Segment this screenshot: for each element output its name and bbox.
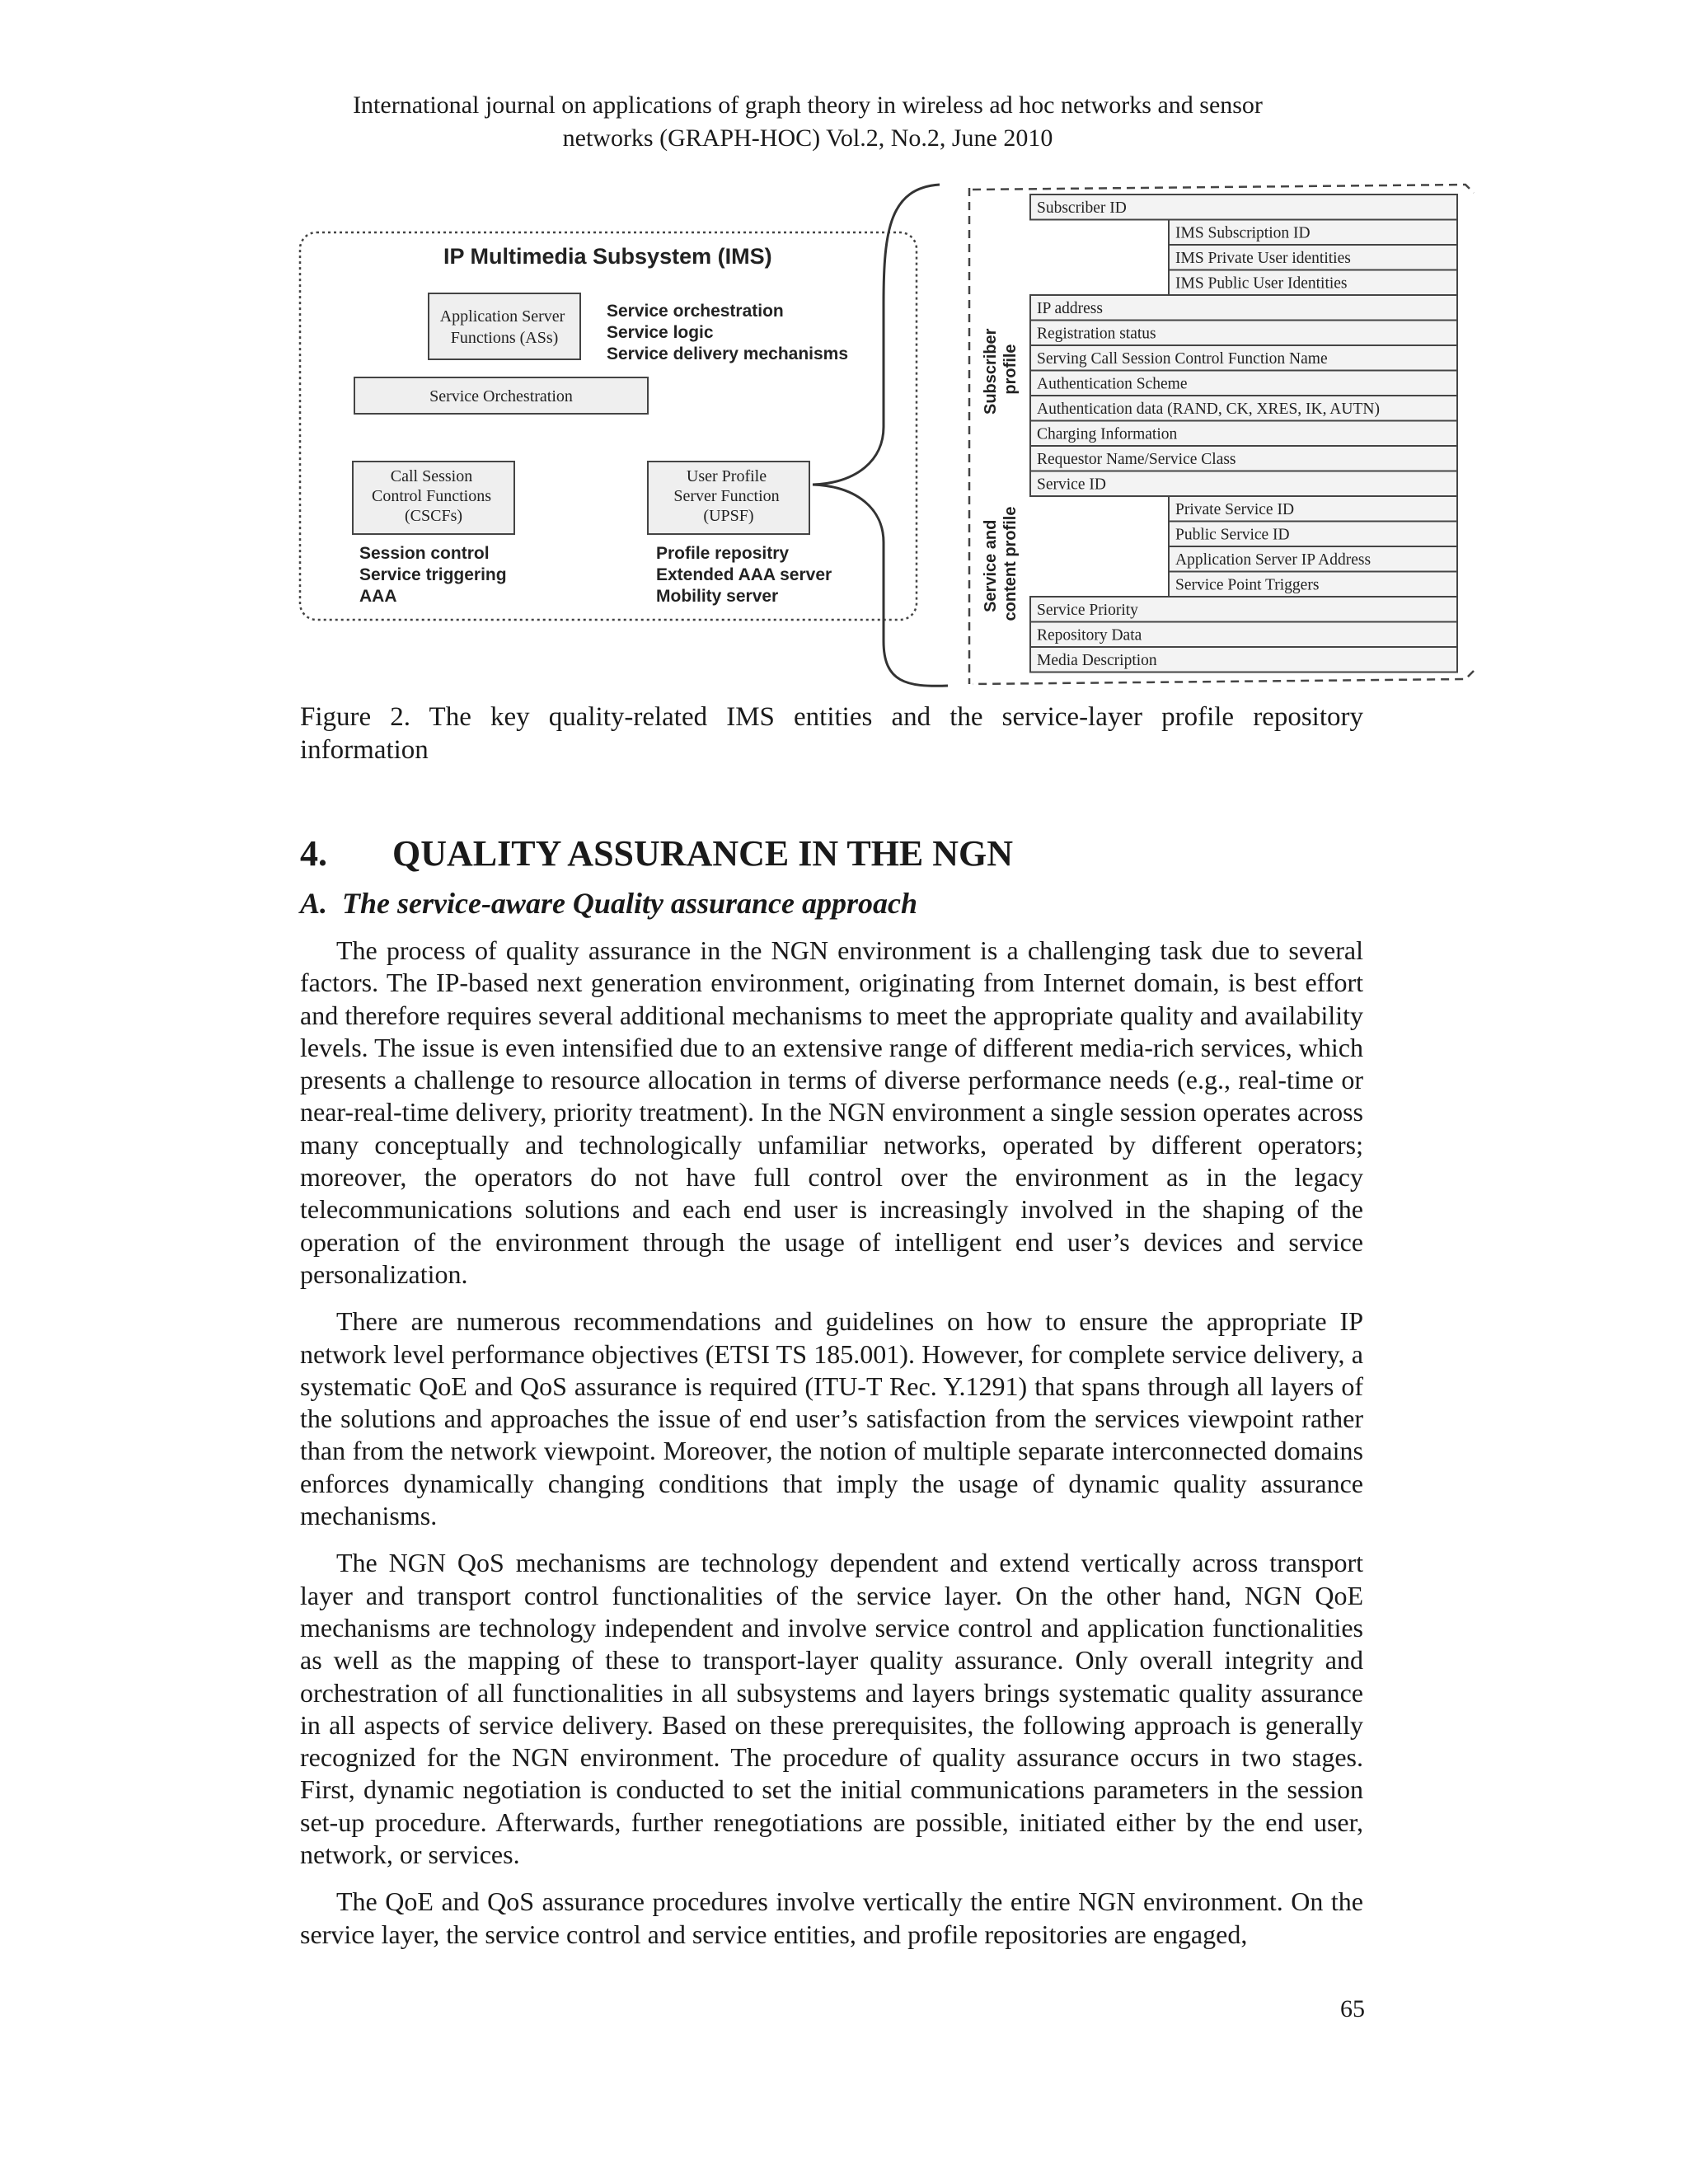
profile-brace (813, 185, 948, 686)
paragraph: The process of quality assurance in the NGN environment is a challenging task due to several factors. The IP-based next generation environment, originating from Internet domain, is best effort and therefore requires several additional mechanisms to meet the appropriate quality and availability levels. The issue is even intensified due to an extensive range of different media-rich services, which presents a challenge to resource allocation in terms of diverse performance needs (e.g., real-time or near-real-time delivery, priority treatment). In the NGN environment a single session operates across many conceptually and technologically unfamiliar networks, operated by different operators; moreover, the operators do not have full control over the environment as in the legacy telecommunications solutions and each end user is increasingly involved in the shaping of the operation of the environment through the usage of intelligent end user’s devices and service personalization. (300, 935, 1363, 1289)
as-box (429, 293, 580, 359)
subsection-heading (300, 883, 1454, 923)
cscf-box-line: Control Functions (371, 487, 492, 505)
profile-table (1030, 194, 1457, 673)
subscriber-profile-label: profile (1001, 344, 1020, 395)
profile-row-label: IMS Private User identities (1175, 250, 1351, 267)
body-text (300, 935, 1363, 1966)
running-head-line-1: International journal on applications of graph theory in wireless ad hoc networks and sensor (353, 91, 1263, 119)
profile-row-label: Service ID (1037, 476, 1106, 494)
upsf-box-line: (UPSF) (703, 507, 754, 525)
cscf-box-line: Call Session (390, 467, 473, 485)
profile-row-label: Serving Call Session Control Function Name (1037, 350, 1328, 368)
profile-row-label: Application Server IP Address (1175, 551, 1372, 569)
profile-row-label: Charging Information (1037, 425, 1178, 443)
svg-text:Session control Servic (359, 544, 511, 606)
figure-caption: Figure 2. The key quality-related IMS entities and the service-layer profile repository information (300, 702, 1363, 765)
upsf-box-line: Server Function (673, 487, 780, 505)
cscf-function: Service triggering (359, 565, 507, 584)
profile-row-label: Public Service ID (1175, 526, 1290, 544)
cscf-function: AAA (359, 587, 397, 606)
as-function: Service orchestration (607, 302, 784, 321)
svg-text:Service and content pr (982, 507, 1020, 621)
upsf-function: Extended AAA server (656, 565, 832, 584)
figure-ims-entities (297, 180, 1477, 692)
profile-row-label: Subscriber ID (1037, 199, 1127, 217)
as-box-line: Application Server (439, 307, 565, 326)
section-number: 4. (300, 833, 327, 874)
profile-row-label: Service Priority (1037, 602, 1138, 619)
profile-row-label: Private Service ID (1175, 501, 1295, 518)
profile-row-label: Authentication data (RAND, CK, XRES, IK, AUTN) (1037, 401, 1380, 418)
svg-text:Profile repositry Exte (656, 544, 837, 606)
subscriber-profile-label: Subscriber (982, 328, 1000, 415)
profile-row-label: Authentication Scheme (1037, 375, 1188, 393)
figure-diagram (297, 180, 1477, 692)
paragraph: There are numerous recommendations and guidelines on how to ensure the appropriate IP network level performance objectives (ETSI TS 185.001). However, for complete service delivery, a systematic QoE and QoS assurance is required (ITU-T Rec. Y.1291) that spans through all layers of the solutions and approaches the issue of end user’s satisfaction from the services viewpoint rather than from the network viewpoint. Moreover, the notion of multiple separate interconnected domains enforces dynamically changing conditions that imply the usage of dynamic quality assurance mechanisms. (300, 1306, 1363, 1531)
profile-row-label: Media Description (1037, 652, 1157, 669)
upsf-function: Mobility server (656, 587, 779, 606)
subsection-label: A. (300, 887, 328, 920)
page-number: 65 (1340, 1995, 1365, 2022)
orchestration-label: Service Orchestration (429, 387, 573, 405)
as-function: Service logic (607, 323, 714, 342)
service-profile-label: Service and (982, 519, 1000, 612)
profile-row-label: IP address (1037, 300, 1103, 317)
upsf-box-line: User Profile (686, 467, 767, 485)
as-box-line: Functions (ASs) (450, 329, 559, 347)
running-head-line-2: networks (GRAPH-HOC) Vol.2, No.2, June 2010 (562, 124, 1053, 152)
paragraph: The QoE and QoS assurance procedures involve vertically the entire NGN environment. On the service layer, the service control and service entities, and profile repositories are engaged, (300, 1886, 1363, 1949)
subsection-title: The service-aware Quality assurance approach (342, 887, 917, 920)
svg-text:Subscriber profile (982, 324, 1020, 415)
profile-row-label: IMS Subscription ID (1175, 224, 1311, 242)
profile-row-label: Repository Data (1037, 626, 1142, 644)
ims-title: IP Multimedia Subsystem (IMS) (443, 244, 772, 269)
paragraph: The NGN QoS mechanisms are technology dependent and extend vertically across transport layer and transport control functionalities of the service layer. On the other hand, NGN QoE mechanisms are technology independent and involve service control and application functionalities as well as the mapping of these to transport-layer quality assurance. Only overall integrity and orchestration of all functionalities in all subsystems and layers brings systematic quality assurance in all aspects of service delivery. Based on these prerequisites, the following approach is generally recognized for the NGN environment. The procedure of quality assurance occurs in two stages. First, dynamic negotiation is conducted to set the initial communications parameters in the session set-up procedure. Afterwards, further renegotiations are possible, initiated either by the end user, network, or services. (300, 1548, 1363, 1870)
section-title: QUALITY ASSURANCE IN THE NGN (392, 833, 1014, 874)
profile-row-label: Requestor Name/Service Class (1037, 451, 1236, 468)
profile-row-label: Registration status (1037, 325, 1156, 343)
profile-row-label: IMS Public User Identities (1175, 274, 1348, 293)
as-function: Service delivery mechanisms (607, 344, 849, 363)
service-profile-label: content profile (1001, 506, 1020, 621)
upsf-function: Profile repositry (656, 544, 790, 563)
running-head (280, 89, 1335, 155)
cscf-function: Session control (359, 544, 490, 563)
svg-text:Service orchestration (607, 302, 848, 363)
cscf-box-line: (CSCFs) (404, 507, 463, 525)
profile-row-label: Service Point Triggers (1175, 576, 1320, 594)
section-heading (300, 831, 1454, 877)
